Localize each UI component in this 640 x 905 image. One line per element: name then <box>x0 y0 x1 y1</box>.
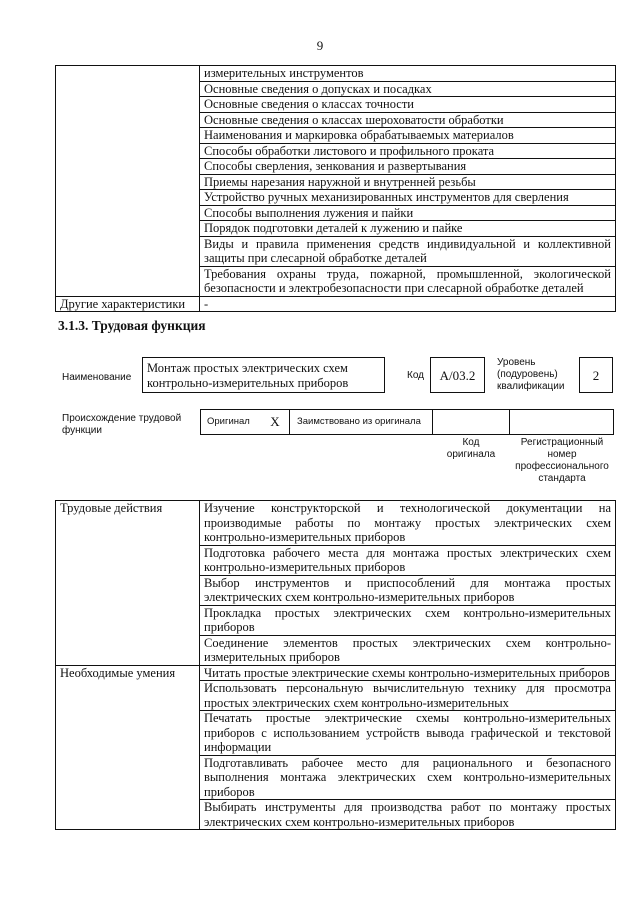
other-characteristics-value: - <box>200 296 616 312</box>
required-skills-item: Печатать простые электрические схемы контрольно-измерительных приборов с использованием устройств вывода графической и текстовой информации <box>200 711 616 756</box>
characteristics-table <box>55 65 616 312</box>
required-skills-item: Подготавливать рабочее место для рационального и безопасного выполнения монтажа электрических схем контрольно-измерительных приборов <box>200 755 616 800</box>
other-characteristics-label: Другие характеристики <box>56 296 200 312</box>
labor-actions-item: Подготовка рабочего места для монтажа простых электрических схем контрольно-измерительных приборов <box>200 545 616 575</box>
table-row <box>56 296 616 312</box>
characteristic-item: Устройство ручных механизированных инструментов для сверления <box>200 190 616 206</box>
origin-divider <box>289 410 290 434</box>
characteristic-item: Основные сведения о допусках и посадках <box>200 81 616 97</box>
characteristic-item: Виды и правила применения средств индивидуальной и коллективной защиты при слесарной обработке деталей <box>200 236 616 266</box>
characteristic-item: Наименования и маркировка обрабатываемых материалов <box>200 128 616 144</box>
origin-divider <box>432 410 433 434</box>
characteristic-item: Приемы нарезания наружной и внутренней резьбы <box>200 174 616 190</box>
labor-actions-item: Изучение конструкторской и технологической документации на производимые работы по монтажу простых электрических схем контрольно-измерительных приборов <box>200 501 616 546</box>
registration-number-caption: Регистрационный номер профессионального стандарта <box>515 437 609 484</box>
function-details-table <box>55 500 616 830</box>
required-skills-label: Необходимые умения <box>56 665 200 830</box>
required-skills-item: Читать простые электрические схемы контрольно-измерительных приборов <box>200 665 616 681</box>
characteristic-item: Основные сведения о классах точности <box>200 97 616 113</box>
origin-divider <box>509 410 510 434</box>
required-skills-item: Использовать персональную вычислительную технику для просмотра простых электрических схем контрольно-измерительных <box>200 681 616 711</box>
characteristic-item: Способы выполнения лужения и пайки <box>200 205 616 221</box>
qualification-level-box: 2 <box>579 357 613 393</box>
function-code-box: А/03.2 <box>430 357 485 393</box>
characteristic-item: измерительных инструментов <box>200 66 616 82</box>
labor-actions-item: Прокладка простых электрических схем контрольно-измерительных приборов <box>200 605 616 635</box>
qualification-level-label: Уровень (подуровень) квалификации <box>497 357 565 392</box>
row-label-cell <box>56 66 200 297</box>
origin-label: Происхождение трудовой функции <box>62 413 182 436</box>
function-name-box: Монтаж простых электрических схем контрольно-измерительных приборов <box>142 357 385 393</box>
characteristic-item: Требования охраны труда, пожарной, промышленной, экологической безопасности и электробезопасности при слесарной обработке деталей <box>200 266 616 296</box>
code-original-caption: Код оригинала <box>446 437 496 460</box>
characteristic-item: Способы обработки листового и профильного проката <box>200 143 616 159</box>
code-label: Код <box>407 370 425 381</box>
original-mark: X <box>270 414 280 429</box>
table-row <box>56 501 616 546</box>
page-number: 9 <box>316 38 324 53</box>
labor-actions-item: Выбор инструментов и приспособлений для монтажа простых электрических схем контрольно-измерительных приборов <box>200 575 616 605</box>
table-row <box>56 665 616 681</box>
table-row <box>56 66 616 82</box>
original-label: Оригинал <box>207 416 250 427</box>
name-label: Наименование <box>62 372 132 383</box>
characteristic-item: Порядок подготовки деталей к лужению и пайке <box>200 221 616 237</box>
characteristic-item: Способы сверления, зенкования и развертывания <box>200 159 616 175</box>
labor-actions-label: Трудовые действия <box>56 501 200 666</box>
characteristic-item: Основные сведения о классах шероховатости обработки <box>200 112 616 128</box>
required-skills-item: Выбирать инструменты для производства работ по монтажу простых электрических схем контрольно-измерительных приборов <box>200 800 616 830</box>
origin-row <box>200 409 614 435</box>
borrowed-label: Заимствовано из оригинала <box>297 416 421 427</box>
section-title: 3.1.3. Трудовая функция <box>58 318 206 333</box>
labor-actions-item: Соединение элементов простых электрических схем контрольно-измерительных приборов <box>200 635 616 665</box>
